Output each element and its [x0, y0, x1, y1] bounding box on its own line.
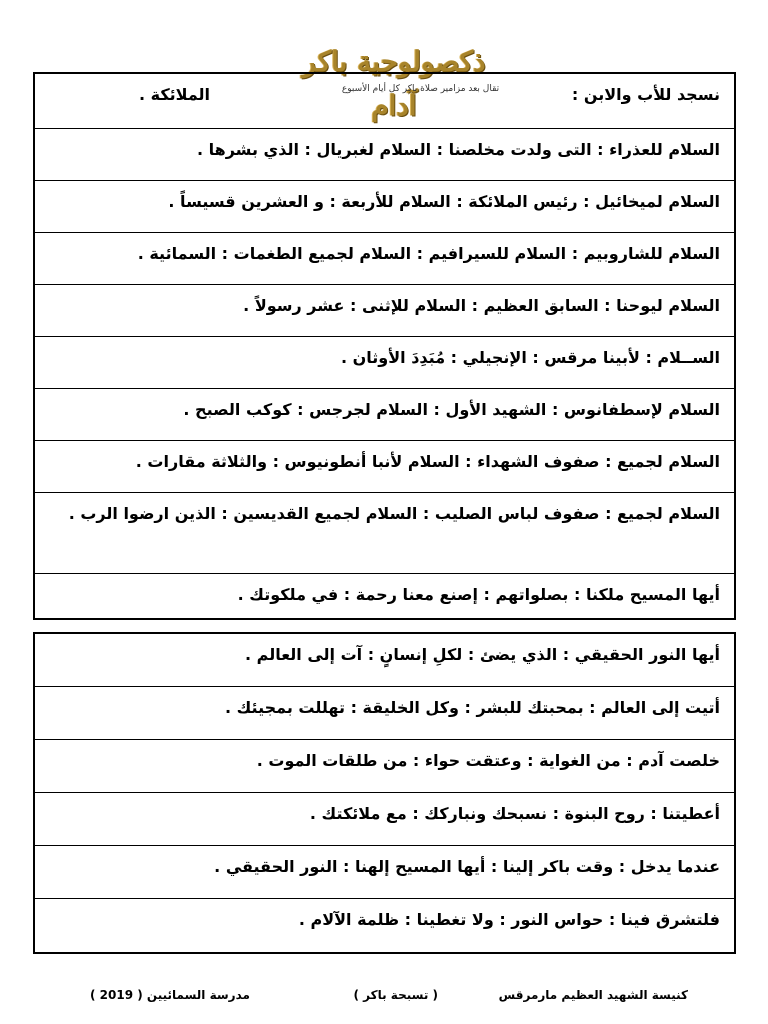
- table-row: السلام لميخائيل : رئيس الملائكة : السلام للأربعة : و العشرين قسيساً .: [35, 181, 734, 233]
- section-2-table: [33, 632, 736, 954]
- table-row: [35, 74, 734, 129]
- logo-text: ذكصولوجية باكر آدام: [302, 45, 486, 122]
- section-1-table: [33, 72, 736, 620]
- table-row: أيها النور الحقيقي : الذي يضئ : لكلِ إنسانٍ : آت إلى العالم .: [35, 634, 734, 687]
- table-row: أتيت إلى العالم : بمحبتك للبشر : وكل الخليقة : تهللت بمجيئك .: [35, 687, 734, 740]
- page-footer: [30, 988, 738, 1008]
- footer-title: ( تسبحة باكر ): [353, 988, 438, 1002]
- footer-school: مدرسة السمائيين ( 2019 ): [90, 988, 250, 1002]
- table-row: السلام لجميع : صفوف الشهداء : السلام لأنبا أنطونيوس : والثلاثة مقارات .: [35, 441, 734, 493]
- table-row: السلام ليوحنا : السابق العظيم : السلام للإثنى : عشر رسولاً .: [35, 285, 734, 337]
- table-row: أعطيتنا : روح البنوة : نسبحك ونباركك : مع ملائكتك .: [35, 793, 734, 846]
- table-row: عندما يدخل : وقت باكر إلينا : أيها المسيح إلهنا : النور الحقيقي .: [35, 846, 734, 899]
- table-row: السلام للعذراء : التى ولدت مخلصنا : السلام لغبريال : الذي بشرها .: [35, 129, 734, 181]
- table-row: أيها المسيح ملكنا : بصلواتهم : إصنع معنا رحمة : في ملكوتك .: [237, 585, 720, 604]
- table-row: فلتشرق فينا : حواس النور : ولا تغطينا : ظلمة الآلام .: [298, 910, 720, 929]
- table-row: السلام لإسطفانوس : الشهيد الأول : السلام لجرجس : كوكب الصبح .: [35, 389, 734, 441]
- table-row: خلصت آدم : من الغواية : وعتقت حواء : من طلقات الموت .: [35, 740, 734, 793]
- table-row: السلام لجميع : صفوف لباس الصليب : السلام لجميع القديسين : الذين ارضوا الرب .: [35, 493, 734, 574]
- table-row: الســلام : لأبينا مرقس : الإنجيلي : مُبَدِدَ الأوثان .: [35, 337, 734, 389]
- table-row: السلام للشاروبيم : السلام للسيرافيم : السلام لجميع الطغمات : السمائية .: [35, 233, 734, 285]
- row-text-right: نسجد للأب والابن :: [571, 85, 720, 104]
- footer-church: كنيسة الشهيد العظيم مارمرقس: [498, 988, 688, 1002]
- page-subtitle: تقال بعد مزامير صلاة باكر كل أيام الأسبوع: [341, 84, 500, 94]
- row-text-left: الملائكة .: [139, 85, 211, 104]
